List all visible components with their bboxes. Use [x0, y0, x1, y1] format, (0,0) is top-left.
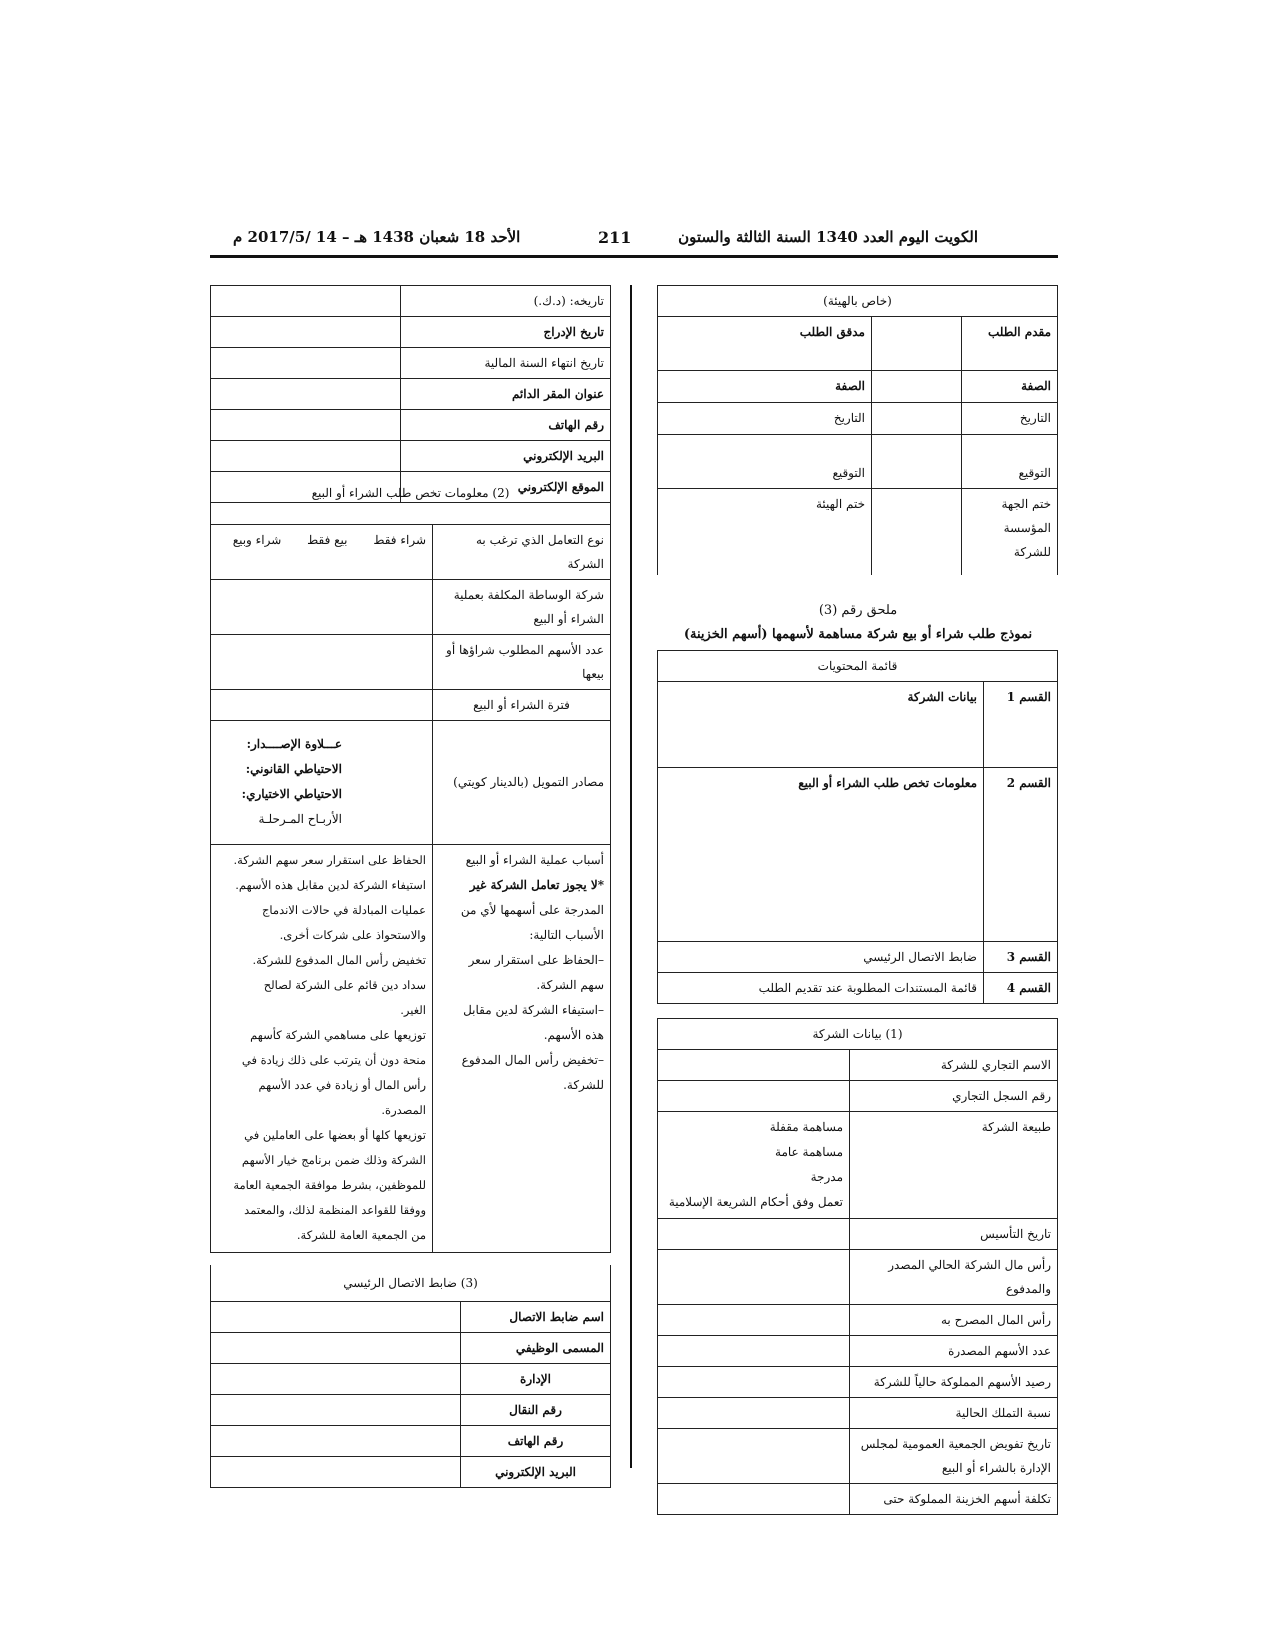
capacity-label-2: الصفة — [657, 371, 871, 403]
reason-item[interactable]: عمليات المبادلة في حالات الاندماج — [261, 902, 426, 917]
mobile-label: رقم النقال — [461, 1394, 611, 1425]
funding-legal-reserve[interactable]: الاحتياطي القانوني: — [245, 762, 342, 776]
capacity-label-1: الصفة — [962, 371, 1058, 403]
owned-shares-label: رصيد الأسهم المملوكة حالياً للشركة — [850, 1367, 1058, 1398]
fiscal-year-end-value[interactable] — [211, 348, 401, 379]
reviewer-label: مدقق الطلب — [657, 317, 871, 371]
funding-label: مصادر التمويل (بالدينار كويتي) — [433, 720, 611, 844]
column-divider — [630, 285, 632, 1468]
contact-email-label: البريد الإلكتروني — [461, 1456, 611, 1487]
reason-item[interactable]: توزيعها كلها أو بعضها على العاملين في — [244, 1127, 426, 1142]
authority-stamp-label: ختم الهيئة — [657, 489, 871, 575]
period-value[interactable] — [211, 689, 433, 720]
deal-type-options — [211, 524, 433, 579]
section2-table — [210, 478, 611, 1253]
reason-item[interactable]: من الجمعية العامة للشركة. — [296, 1227, 426, 1242]
broker-label: شركة الوساطة المكلفة بعملية الشراء أو البيع — [433, 579, 611, 634]
reason-item[interactable]: منحة دون أن يترتب على ذلك زيادة في — [241, 1052, 426, 1067]
cr-number-value[interactable] — [657, 1081, 849, 1112]
shares-count-value[interactable] — [211, 634, 433, 689]
stamp-value[interactable] — [872, 489, 962, 575]
date-label-2: التاريخ — [657, 403, 871, 435]
date-label-1: التاريخ — [962, 403, 1058, 435]
broker-value[interactable] — [211, 579, 433, 634]
reasons-list — [211, 844, 433, 1252]
header-right: الكويت اليوم العدد 1340 السنة الثالثة والستون — [678, 228, 978, 246]
toc-sec-3: القسم 3 — [984, 942, 1058, 973]
treasury-cost-value[interactable] — [657, 1484, 849, 1515]
reason-item[interactable]: سداد دين قائم على الشركة لصالح — [263, 977, 426, 992]
phone-value[interactable] — [211, 410, 401, 441]
reasons-label-line: أسباب عملية الشراء أو البيع — [465, 852, 604, 867]
annex-number: ملحق رقم (3) — [818, 603, 898, 618]
reason-item[interactable]: الحفاظ على استقرار سعر سهم الشركة. — [233, 852, 426, 867]
company-table — [657, 1018, 1058, 1515]
applicant-value[interactable] — [872, 317, 962, 371]
signature-label-2: التوقيع — [657, 435, 871, 489]
reason-item[interactable]: رأس المال أو زيادة في عدد الأسهم — [258, 1077, 426, 1092]
trade-name-label: الاسم التجاري للشركة — [850, 1050, 1058, 1081]
fiscal-year-end-label: تاريخ انتهاء السنة المالية — [401, 348, 611, 379]
reasons-label-line: هذه الأسهم. — [543, 1027, 604, 1042]
signature-label-1: التوقيع — [962, 435, 1058, 489]
owned-shares-value[interactable] — [657, 1367, 849, 1398]
nature-option-listed[interactable]: مدرجة — [810, 1170, 843, 1184]
date-value[interactable] — [872, 403, 962, 435]
reason-item[interactable]: توزيعها على مساهمي الشركة كأسهم — [250, 1027, 426, 1042]
reasons-label-line: سهم الشركة. — [536, 977, 604, 992]
company-continued-table — [210, 285, 611, 503]
reasons-label-line: الأسباب التالية: — [529, 927, 604, 942]
issued-shares-label: عدد الأسهم المصدرة — [850, 1336, 1058, 1367]
applicant-label: مقدم الطلب — [962, 317, 1058, 371]
toc-desc-1[interactable]: بيانات الشركة — [658, 682, 984, 768]
reasons-label-line: المدرجة على أسهمها لأي من — [460, 902, 604, 917]
address-value[interactable] — [211, 379, 401, 410]
contact-name-value[interactable] — [211, 1301, 461, 1332]
founding-date-value[interactable] — [657, 1219, 849, 1250]
issued-shares-value[interactable] — [657, 1336, 849, 1367]
annex-title: نموذج طلب شراء أو بيع شركة مساهمة لأسهمها (أسهم الخزينة) — [683, 627, 1033, 642]
capital-issued-value[interactable] — [657, 1250, 849, 1305]
job-title-value[interactable] — [211, 1332, 461, 1363]
reason-item[interactable]: المصدرة. — [381, 1102, 426, 1117]
reasons-label — [433, 844, 611, 1252]
authority-table — [657, 285, 1058, 575]
reason-item[interactable]: ووفقا للقواعد المنظمة لذلك، والمعتمد — [244, 1202, 426, 1217]
department-label: الإدارة — [461, 1363, 611, 1394]
reasons-label-line: للشركة. — [563, 1077, 604, 1092]
header-left: الأحد 18 شعبان 1438 هـ – 14 /2017/5 م — [233, 228, 521, 246]
founder-stamp-label: ختم الجهة المؤسسة للشركة — [962, 489, 1058, 575]
nature-option-closed[interactable]: مساهمة مقفلة — [769, 1120, 843, 1134]
nature-label: طبيعة الشركة — [850, 1112, 1058, 1219]
contact-phone-label: رقم الهاتف — [461, 1425, 611, 1456]
website-label: الموقع الإلكتروني — [401, 472, 611, 503]
contact-email-value[interactable] — [211, 1456, 461, 1487]
founding-date-label: تاريخ التأسيس — [850, 1219, 1058, 1250]
reasons-label-line: –استيفاء الشركة لدين مقابل — [463, 1002, 604, 1017]
toc-table — [657, 650, 1058, 1004]
toc-title: قائمة المحتويات — [658, 651, 1058, 682]
deal-option-buy[interactable]: شراء فقط — [373, 532, 426, 547]
nature-option-sharia[interactable]: تعمل وفق أحكام الشريعة الإسلامية — [668, 1195, 843, 1209]
deal-option-both[interactable]: شراء وبيع — [232, 532, 282, 547]
cr-number-label: رقم السجل التجاري — [850, 1081, 1058, 1112]
reason-item[interactable]: الشركة وذلك ضمن برنامج خيار الأسهم — [241, 1152, 426, 1167]
capital-issued-label: رأس مال الشركة الحالي المصدر والمدفوع — [850, 1250, 1058, 1305]
ownership-ratio-label: نسبة التملك الحالية — [850, 1398, 1058, 1429]
department-value[interactable] — [211, 1363, 461, 1394]
reason-item[interactable]: تخفيض رأس المال المدفوع للشركة. — [252, 952, 426, 967]
deal-type-label: نوع التعامل الذي ترغب به الشركة — [433, 524, 611, 579]
email-label: البريد الإلكتروني — [401, 441, 611, 472]
section2-title: (2) معلومات تخص طلب الشراء أو البيع — [211, 478, 611, 524]
toc-sec-4: القسم 4 — [984, 973, 1058, 1004]
authorization-date-label: تاريخ تفويض الجمعية العمومية لمجلس الإدارة بالشراء أو البيع — [850, 1429, 1058, 1484]
mobile-value[interactable] — [211, 1394, 461, 1425]
reason-item[interactable]: استيفاء الشركة لدين مقابل هذه الأسهم. — [235, 877, 426, 892]
authorization-date-value[interactable] — [657, 1429, 849, 1484]
toc-desc-4[interactable]: قائمة المستندات المطلوبة عند تقديم الطلب — [658, 973, 984, 1004]
signature-value[interactable] — [872, 435, 962, 489]
dated-value[interactable] — [211, 286, 401, 317]
toc-desc-2[interactable]: معلومات تخص طلب الشراء أو البيع — [658, 768, 984, 942]
company-title: (1) بيانات الشركة — [657, 1019, 1057, 1050]
job-title-label: المسمى الوظيفي — [461, 1332, 611, 1363]
treasury-cost-label: تكلفة أسهم الخزينة المملوكة حتى — [850, 1484, 1058, 1515]
trade-name-value[interactable] — [657, 1050, 849, 1081]
listing-date-value[interactable] — [211, 317, 401, 348]
authorized-capital-label: رأس المال المصرح به — [850, 1305, 1058, 1336]
contact-phone-value[interactable] — [211, 1425, 461, 1456]
listing-date-label: تاريخ الإدراج — [401, 317, 611, 348]
authorized-capital-value[interactable] — [657, 1305, 849, 1336]
nature-options — [657, 1112, 849, 1219]
deal-option-sell[interactable]: بيع فقط — [307, 532, 348, 547]
reason-item[interactable]: للموظفين، بشرط موافقة الجمعية العامة — [233, 1177, 426, 1192]
ownership-ratio-value[interactable] — [657, 1398, 849, 1429]
funding-premium[interactable]: عـــلاوة الإصــــدار: — [246, 737, 342, 751]
funding-items — [211, 720, 433, 844]
dated-label: تاريخه: (د.ك.) — [401, 286, 611, 317]
header-rule — [210, 255, 1058, 258]
reason-item[interactable]: الغير. — [400, 1002, 426, 1017]
section3-title: (3) ضابط الاتصال الرئيسي — [211, 1265, 611, 1301]
reason-item[interactable]: والاستحواذ على شركات أخرى. — [279, 927, 426, 942]
email-value[interactable] — [211, 441, 401, 472]
contact-name-label: اسم ضابط الاتصال — [461, 1301, 611, 1332]
page-number: 211 — [598, 228, 632, 247]
section3-table — [210, 1265, 611, 1488]
toc-sec-1: القسم 1 — [984, 682, 1058, 768]
toc-sec-2: القسم 2 — [984, 768, 1058, 942]
toc-desc-3[interactable]: ضابط الاتصال الرئيسي — [658, 942, 984, 973]
shares-count-label: عدد الأسهم المطلوب شراؤها أو بيعها — [433, 634, 611, 689]
funding-optional-reserve[interactable]: الاحتياطي الاختياري: — [241, 787, 342, 801]
phone-label: رقم الهاتف — [401, 410, 611, 441]
capacity-value[interactable] — [872, 371, 962, 403]
reasons-label-line: *لا يجوز تعامل الشركة غير — [469, 877, 604, 892]
reasons-label-line: –تخفيض رأس المال المدفوع — [461, 1052, 604, 1067]
nature-option-public[interactable]: مساهمة عامة — [775, 1145, 843, 1159]
period-label: فترة الشراء أو البيع — [433, 689, 611, 720]
authority-title: (خاص بالهيئة) — [657, 286, 1057, 317]
address-label: عنوان المقر الدائم — [401, 379, 611, 410]
reasons-label-line: –الحفاظ على استقرار سعر — [468, 952, 604, 967]
funding-retained-earnings[interactable]: الأربـاح المـرحلـة — [258, 812, 342, 826]
